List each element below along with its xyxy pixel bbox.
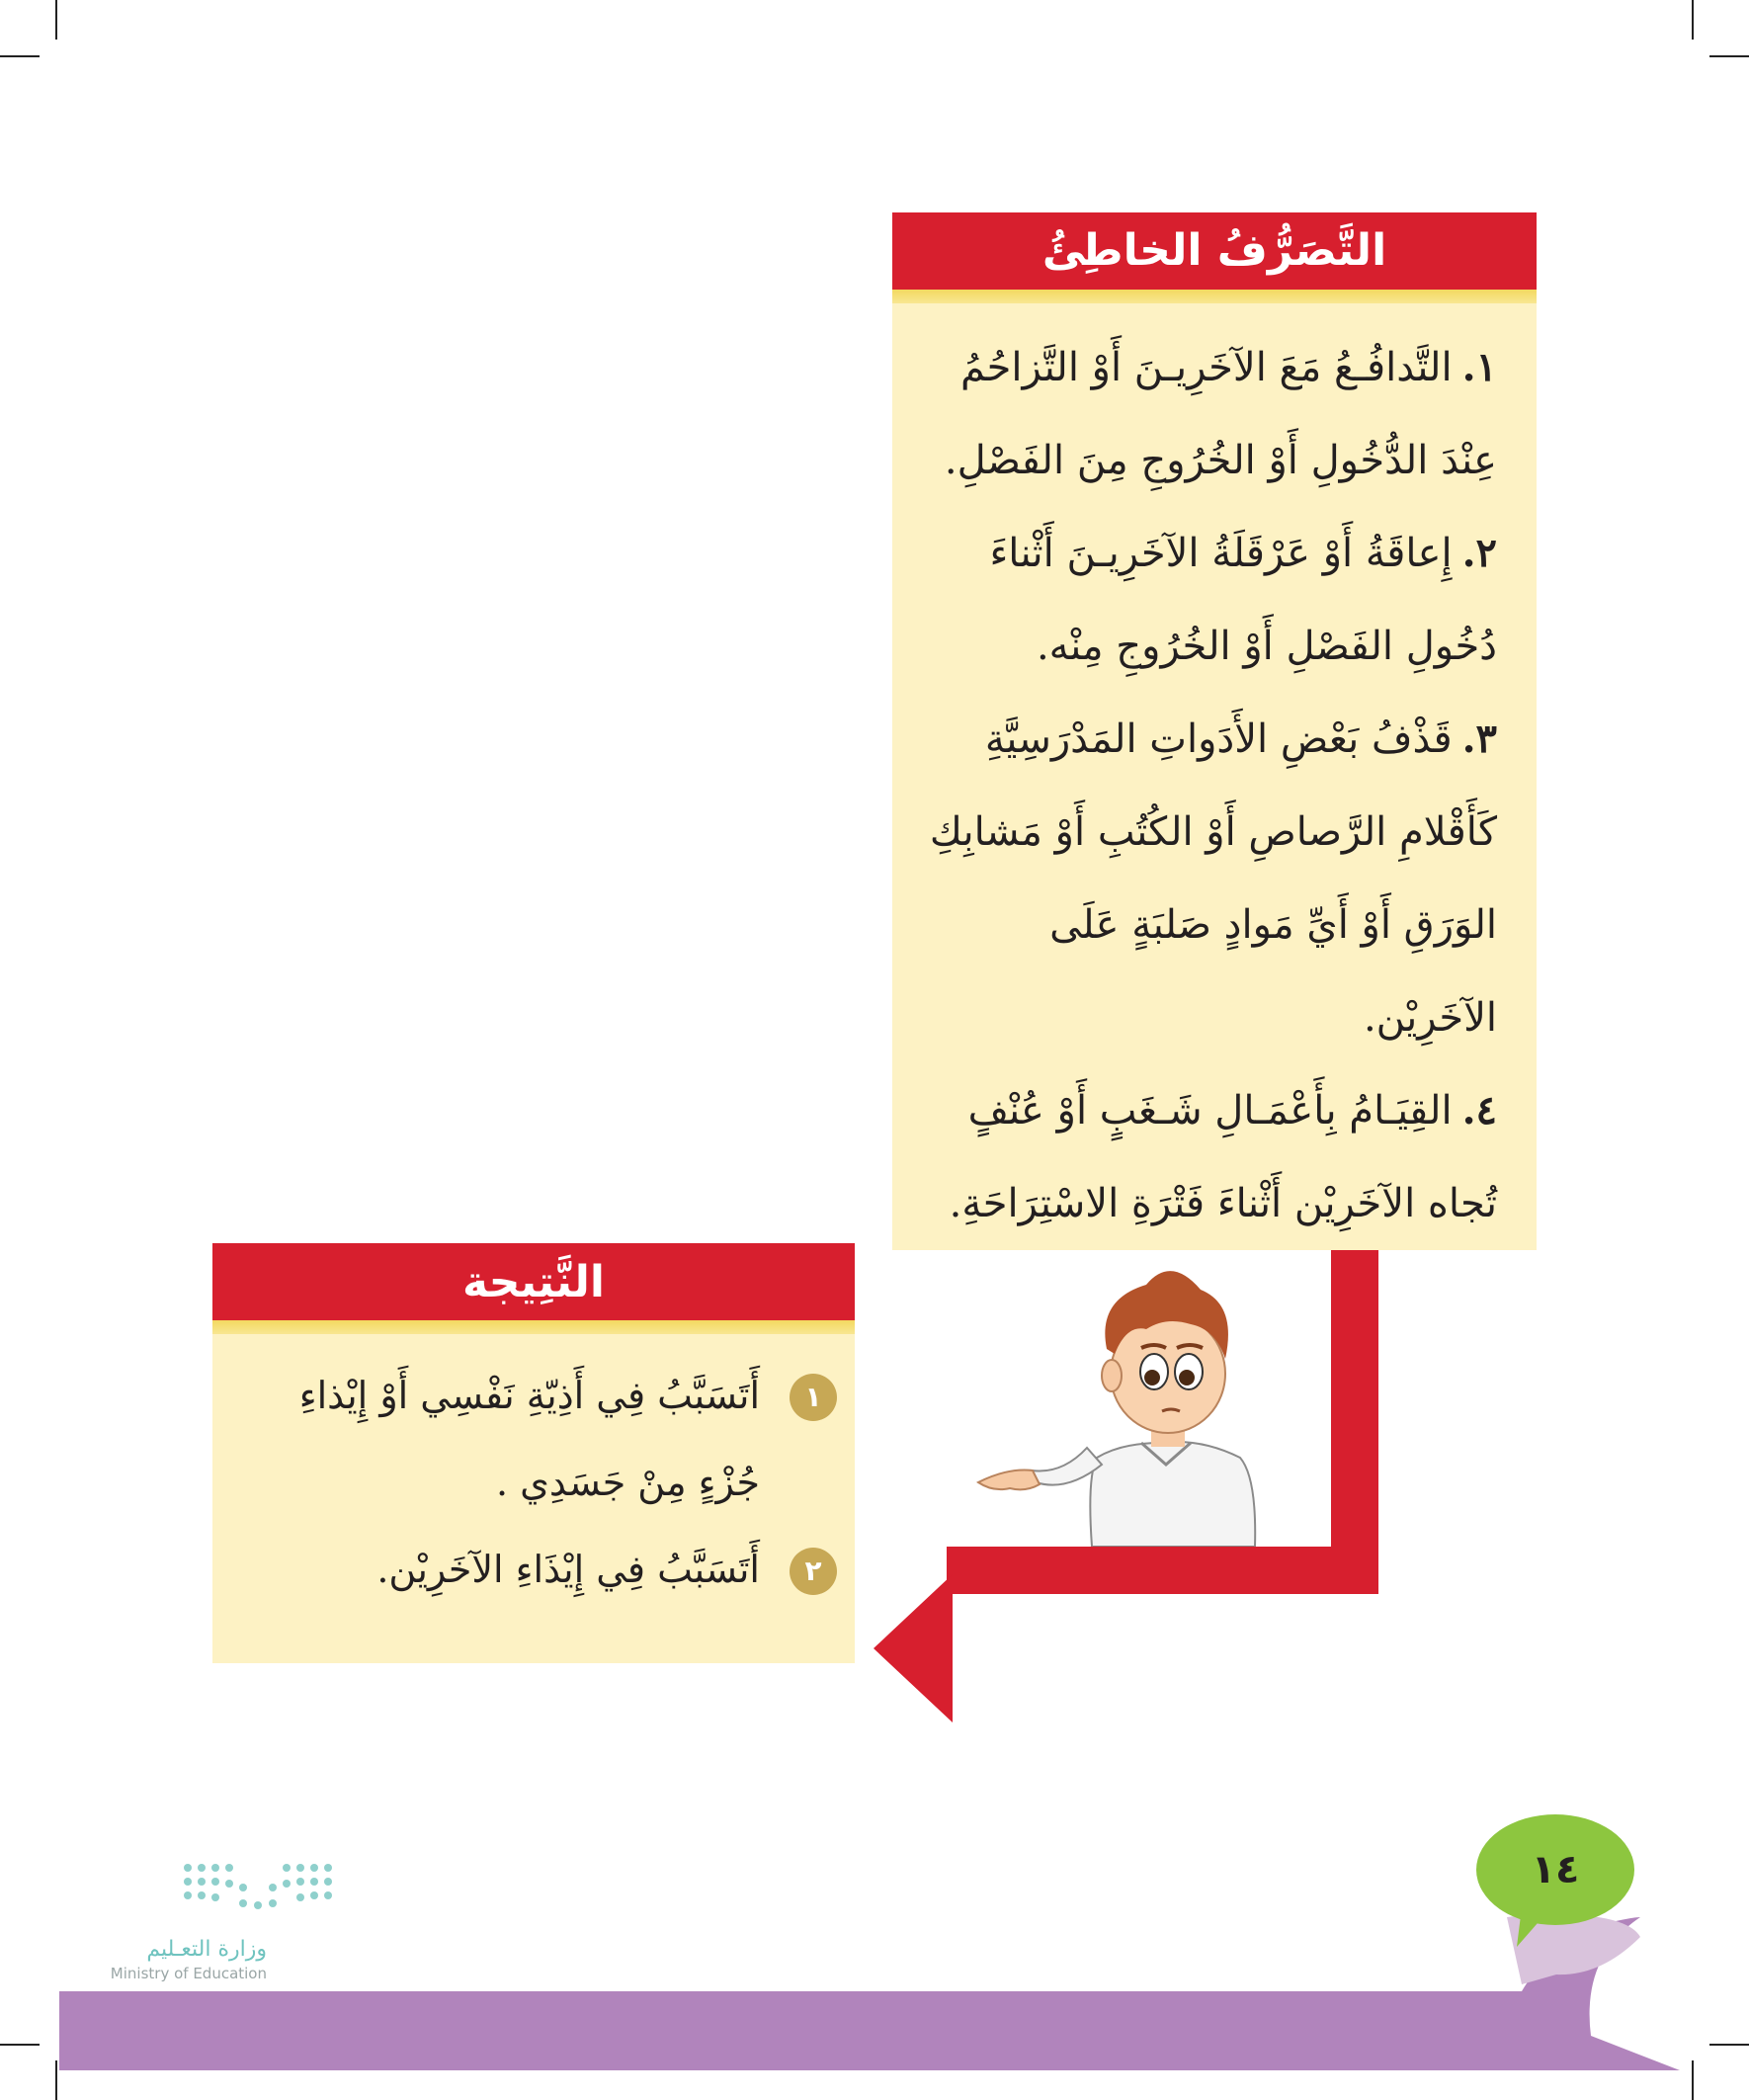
logo-dots-icon bbox=[178, 1858, 346, 1917]
item-text: أَتَسَبَّبُ فِي أَذِيّةِ نَفْسِي أَوْ إِيْذاءِ جُزْءٍ مِنْ جَسَدِي . bbox=[298, 1374, 760, 1504]
item-number: ٣. bbox=[1461, 715, 1497, 762]
list-item bbox=[232, 1526, 837, 1613]
list-item bbox=[914, 321, 1497, 507]
result-list bbox=[212, 1334, 855, 1613]
header-stripe bbox=[212, 1320, 855, 1334]
number-badge: ١ bbox=[790, 1374, 837, 1421]
list-item bbox=[232, 1352, 837, 1526]
logo-english-text: Ministry of Education bbox=[110, 1965, 267, 1982]
item-number: ١. bbox=[1461, 344, 1497, 390]
result-header bbox=[212, 1243, 855, 1334]
item-number: ٤. bbox=[1461, 1087, 1497, 1134]
wrong-behavior-box bbox=[892, 212, 1537, 1250]
list-item bbox=[914, 507, 1497, 693]
speech-tail-icon bbox=[1512, 1907, 1561, 1952]
logo-arabic-text: وزارة التعـليم bbox=[146, 1937, 267, 1962]
page-number: ١٤ bbox=[1531, 1847, 1580, 1892]
boy-illustration bbox=[949, 1245, 1265, 1547]
item-text: أَتَسَبَّبُ فِي إِيْذَاءِ الآخَرِيْن. bbox=[376, 1548, 760, 1591]
crop-mark bbox=[0, 55, 40, 57]
wrong-behavior-title: التَّصَرُّفُ الخاطِئُ bbox=[1041, 225, 1387, 276]
item-text: إِعاقَةُ أَوْ عَرْقَلَةُ الآخَرِيـنَ أَثْناءَ دُخُولِ الفَصْلِ أَوْ الخُرُوجِ مِنْه. bbox=[989, 531, 1497, 669]
ministry-logo bbox=[94, 1858, 292, 1986]
arrow-head-icon bbox=[874, 1574, 953, 1722]
item-text: قَذْفُ بَعْضِ الأَدَواتِ المَدْرَسِيَّةِ كَأَقْلامِ الرَّصاصِ أَوْ الكُتُبِ أَوْ مَشابِكِ الوَرَقِ أَوْ أَيِّ مَوادٍ صَلبَةٍ عَلَى الآخَرِيْن. bbox=[929, 716, 1497, 1041]
result-box bbox=[212, 1243, 855, 1663]
list-item bbox=[914, 693, 1497, 1064]
connector-arrow-horizontal bbox=[947, 1547, 1378, 1594]
list-item bbox=[914, 1064, 1497, 1250]
connector-arrow-vertical bbox=[1331, 1250, 1378, 1594]
crop-mark bbox=[1692, 0, 1694, 40]
item-text: القِيَـامُ بِأَعْمَـالِ شَـغَبٍ أَوْ عُنْفٍ تُجاه الآخَرِيْن أَثْناءَ فَتْرَةِ الاسْتِرَاحَةِ. bbox=[949, 1088, 1497, 1226]
crop-mark bbox=[1709, 55, 1749, 57]
header-stripe bbox=[892, 290, 1537, 303]
item-text: التَّدافُـعُ مَعَ الآخَرِيـنَ أَوْ التَّزاحُمُ عِنْدَ الدُّخُولِ أَوْ الخُرُوجِ مِنَ الفَصْلِ. bbox=[944, 345, 1497, 483]
item-number: ٢. bbox=[1461, 530, 1497, 576]
result-title: النَّتِيجة bbox=[462, 1257, 605, 1307]
number-badge: ٢ bbox=[790, 1548, 837, 1595]
wrong-behavior-list bbox=[892, 303, 1537, 1250]
crop-mark bbox=[55, 0, 57, 40]
wrong-behavior-header bbox=[892, 212, 1537, 303]
